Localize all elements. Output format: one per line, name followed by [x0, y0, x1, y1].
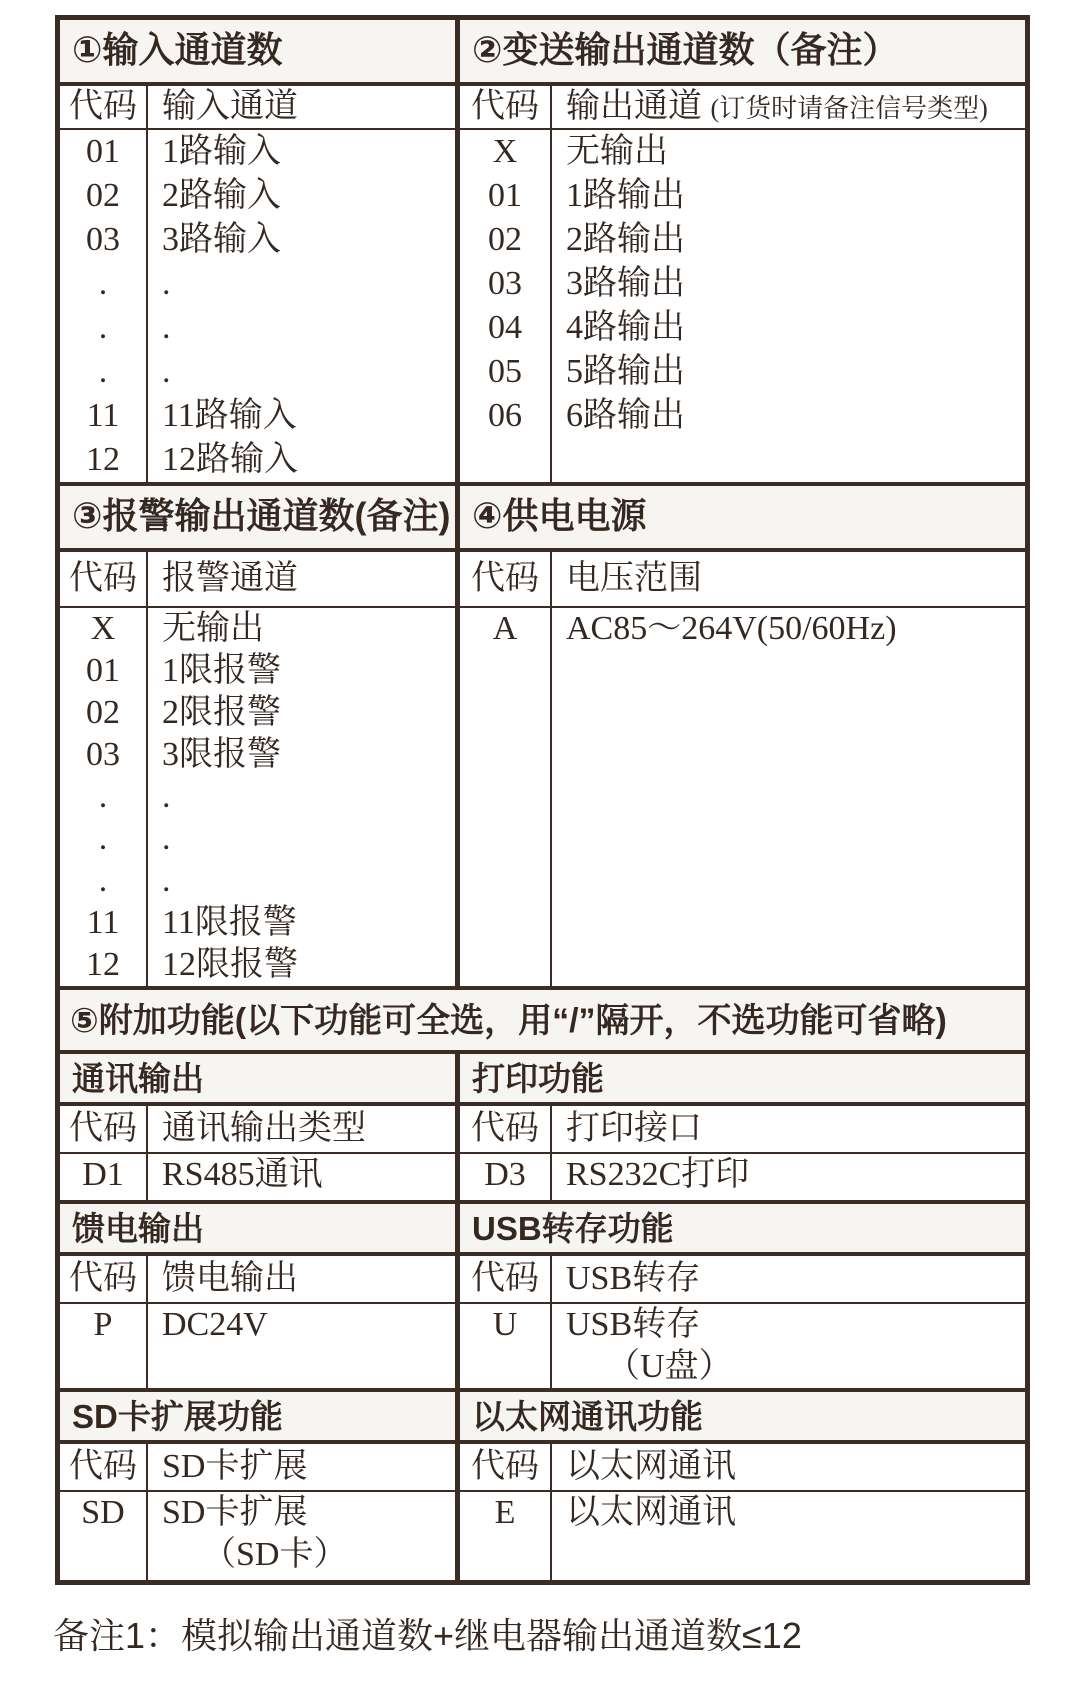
- desc-value: 2路输入: [162, 177, 281, 214]
- code-value: 02: [86, 177, 120, 214]
- column-header-desc: 打印接口: [552, 1106, 1025, 1154]
- desc-value: 2限报警: [162, 694, 281, 731]
- column-header-code: 代码: [60, 1444, 146, 1492]
- footnote: 备注1：模拟输出通道数+继电器输出通道数≤12: [53, 1615, 802, 1656]
- feed-desc-list: [148, 1304, 455, 1388]
- alarm-code-list: [60, 608, 146, 986]
- desc-value: 1路输入: [162, 133, 281, 170]
- desc-value: 6路输出: [566, 397, 685, 434]
- section1-title: ①输入通道数: [72, 29, 283, 70]
- ellipsis-dot: .: [162, 820, 171, 857]
- code-value: 06: [488, 397, 522, 434]
- code-value: D1: [82, 1156, 124, 1193]
- code-value: 11: [86, 397, 120, 434]
- code-value: E: [494, 1494, 516, 1531]
- usb-desc-list: [552, 1304, 1025, 1388]
- column-header-code: 代码: [60, 1256, 146, 1304]
- code-value: D3: [484, 1156, 526, 1193]
- code-value: 11: [86, 904, 120, 941]
- ellipsis-dot: .: [162, 265, 171, 302]
- band-sd-ethernet: [60, 1388, 1025, 1580]
- print-code-list: [460, 1154, 550, 1200]
- desc-value: 3路输出: [566, 265, 685, 302]
- section-titles-3-4: [60, 482, 1025, 548]
- ellipsis-dot: .: [98, 353, 108, 390]
- sd-title: SD卡扩展功能: [60, 1392, 455, 1444]
- section-titles-1-2: [60, 20, 1025, 82]
- column-header-code: 代码: [60, 552, 146, 608]
- feed-subtable: [60, 1256, 455, 1388]
- print-title: 打印功能: [460, 1054, 1025, 1106]
- ellipsis-dot: .: [98, 862, 108, 899]
- desc-value: 4路输出: [566, 309, 685, 346]
- input-code-list: [60, 130, 146, 482]
- band-feed-usb: [60, 1200, 1025, 1388]
- section3-title: ③报警输出通道数(备注): [72, 495, 451, 536]
- ethernet-desc-list: [552, 1492, 1025, 1580]
- feed-title: 馈电输出: [60, 1204, 455, 1256]
- ellipsis-dot: .: [98, 265, 108, 302]
- desc-value: RS485通讯: [162, 1156, 323, 1193]
- column-header-desc: 电压范围: [552, 552, 1025, 608]
- ethernet-code-list: [460, 1492, 550, 1580]
- power-code-list: [460, 608, 550, 986]
- desc-value: 12限报警: [162, 946, 298, 983]
- desc-value: 无输出: [566, 133, 668, 170]
- code-value: 01: [86, 133, 120, 170]
- section5-title: ⑤附加功能(以下功能可全选，用“/”隔开，不选功能可省略): [60, 986, 1025, 1050]
- comm-subtable: [60, 1106, 455, 1200]
- code-value: SD: [81, 1494, 125, 1531]
- column-header-desc: 通讯输出类型: [148, 1106, 455, 1154]
- desc-value: DC24V: [162, 1306, 268, 1343]
- desc-value: 3路输入: [162, 221, 281, 258]
- desc-value-line2: （U盘）: [606, 1348, 733, 1385]
- code-value: X: [492, 133, 518, 170]
- sd-code-list: [60, 1492, 146, 1580]
- desc-value-line2: （SD卡）: [202, 1536, 348, 1573]
- desc-value: 无输出: [162, 610, 264, 647]
- ethernet-subtable: [460, 1444, 1025, 1580]
- usb-title: USB转存功能: [460, 1204, 1025, 1256]
- ellipsis-dot: .: [162, 862, 171, 899]
- code-value: X: [90, 610, 116, 647]
- desc-value: 5路输出: [566, 353, 685, 390]
- input-channel-subtable: [60, 86, 455, 482]
- ellipsis-dot: .: [98, 309, 108, 346]
- code-value: 02: [488, 221, 522, 258]
- desc-value: 3限报警: [162, 736, 281, 773]
- sd-desc-list: [148, 1492, 455, 1580]
- band-comm-print: [60, 1050, 1025, 1200]
- ethernet-title: 以太网通讯功能: [460, 1392, 1025, 1444]
- print-desc-list: [552, 1154, 1025, 1200]
- section4-title: ④供电电源: [455, 486, 1025, 548]
- feed-code-list: [60, 1304, 146, 1388]
- code-value: 02: [86, 694, 120, 731]
- print-subtable: [460, 1106, 1025, 1200]
- desc-value: 以太网通讯: [566, 1494, 736, 1531]
- code-value: 05: [488, 353, 522, 390]
- order-code-table: [55, 15, 1030, 1585]
- column-header-code: 代码: [60, 86, 146, 130]
- column-header-desc: [552, 86, 1025, 130]
- desc-value: AC85～264V(50/60Hz): [566, 610, 897, 647]
- section2-title: ②变送输出通道数（备注）: [455, 20, 1025, 82]
- code-value: U: [492, 1306, 518, 1343]
- alarm-channel-subtable: [60, 552, 455, 986]
- code-value: 01: [488, 177, 522, 214]
- sd-subtable: [60, 1444, 455, 1580]
- column-header-note: (订货时请备注信号类型): [710, 94, 988, 123]
- usb-subtable: [460, 1256, 1025, 1388]
- code-value: 01: [86, 652, 120, 689]
- code-value: 03: [86, 221, 120, 258]
- desc-value: 1路输出: [566, 177, 685, 214]
- desc-value: 12路输入: [162, 441, 298, 478]
- alarm-desc-list: [148, 608, 455, 986]
- column-header-desc: 以太网通讯: [552, 1444, 1025, 1492]
- input-desc-list: [148, 130, 455, 482]
- code-value: 03: [86, 736, 120, 773]
- comm-desc-list: [148, 1154, 455, 1200]
- column-header-desc: SD卡扩展: [148, 1444, 455, 1492]
- desc-value: SD卡扩展: [162, 1494, 308, 1531]
- column-header-desc: 输入通道: [148, 86, 455, 130]
- code-value: A: [492, 610, 518, 647]
- code-value: 04: [488, 309, 522, 346]
- column-header-desc: 馈电输出: [148, 1256, 455, 1304]
- column-header-code: 代码: [460, 1444, 550, 1492]
- desc-value: 1限报警: [162, 652, 281, 689]
- ellipsis-dot: .: [162, 353, 171, 390]
- power-desc-list: [552, 608, 1025, 986]
- code-value: 03: [488, 265, 522, 302]
- ellipsis-dot: .: [98, 778, 108, 815]
- desc-value: USB转存: [566, 1306, 701, 1343]
- ellipsis-dot: .: [162, 778, 171, 815]
- code-value: 12: [86, 946, 120, 983]
- band-input-output: [60, 82, 1025, 482]
- transmit-output-subtable: [460, 86, 1025, 482]
- output-desc-list: [552, 130, 1025, 482]
- ellipsis-dot: .: [98, 820, 108, 857]
- column-header-desc: USB转存: [552, 1256, 1025, 1304]
- column-header-desc-text: 输出通道: [566, 88, 702, 125]
- output-code-list: [460, 130, 550, 482]
- column-header-code: 代码: [60, 1106, 146, 1154]
- usb-code-list: [460, 1304, 550, 1388]
- band-alarm-power: [60, 548, 1025, 986]
- power-supply-subtable: [460, 552, 1025, 986]
- comm-title: 通讯输出: [60, 1054, 455, 1106]
- column-header-code: 代码: [460, 86, 550, 130]
- column-header-code: 代码: [460, 552, 550, 608]
- desc-value: RS232C打印: [566, 1156, 750, 1193]
- desc-value: 11路输入: [162, 397, 297, 434]
- column-header-code: 代码: [460, 1256, 550, 1304]
- comm-code-list: [60, 1154, 146, 1200]
- code-value: 12: [86, 441, 120, 478]
- column-header-code: 代码: [460, 1106, 550, 1154]
- column-header-desc: 报警通道: [148, 552, 455, 608]
- desc-value: 2路输出: [566, 221, 685, 258]
- desc-value: 11限报警: [162, 904, 297, 941]
- code-value: P: [93, 1306, 113, 1343]
- ellipsis-dot: .: [162, 309, 171, 346]
